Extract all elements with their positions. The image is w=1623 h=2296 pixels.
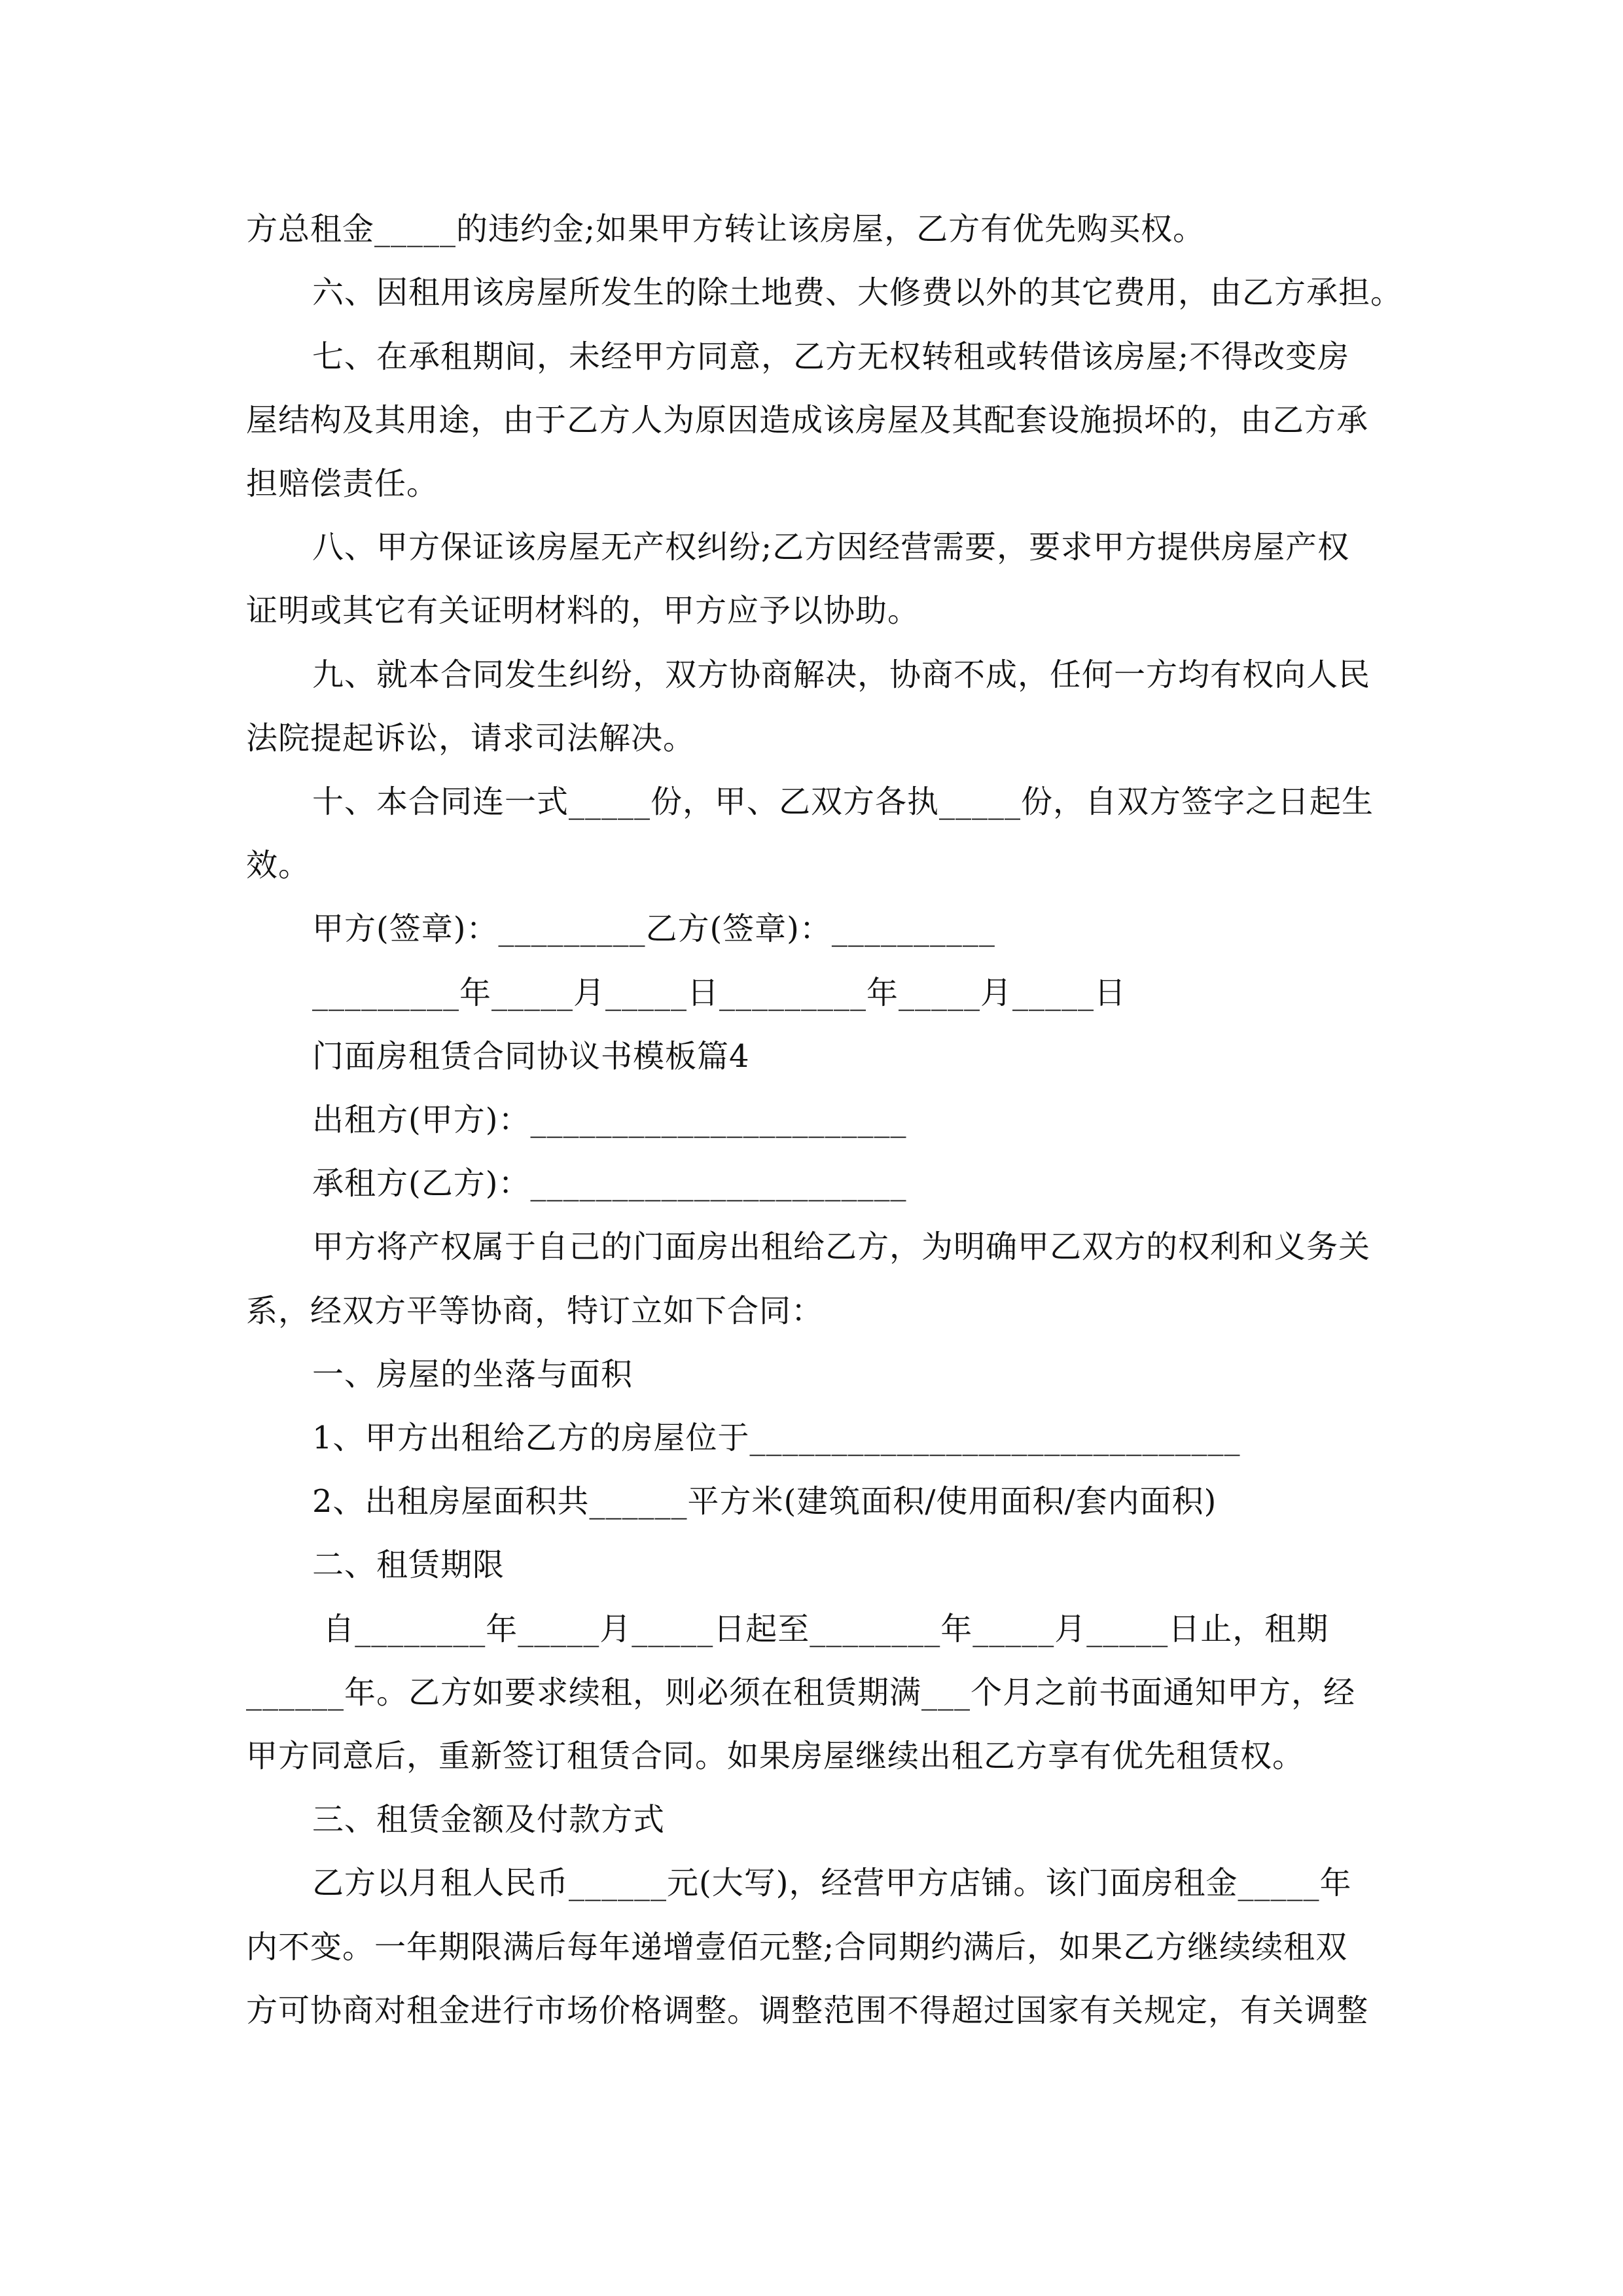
section-title: 门面房租赁合同协议书模板篇4: [312, 1038, 750, 1075]
text-line: 证明或其它有关证明材料的，甲方应予以协助。: [246, 592, 920, 629]
text-line: ______年。乙方如要求续租，则必须在租赁期满___个月之前书面通知甲方，经: [246, 1674, 1356, 1711]
clause-7: 七、在承租期间，未经甲方同意，乙方无权转租或转借该房屋;不得改变房: [312, 338, 1350, 375]
lessee-line: 承租方(乙方)：_______________________: [312, 1165, 907, 1202]
text-line: 担赔偿责任。: [246, 465, 439, 502]
item-area: 2、出租房屋面积共______平方米(建筑面积/使用面积/套内面积): [312, 1483, 1217, 1520]
heading-rent: 三、租赁金额及付款方式: [312, 1801, 666, 1838]
lessor-line: 出租方(甲方)：_______________________: [312, 1102, 907, 1138]
heading-term: 二、租赁期限: [312, 1547, 505, 1583]
text-line: 效。: [246, 847, 311, 884]
text-line: 系，经双方平等协商，特订立如下合同：: [246, 1293, 824, 1329]
text-line: 方总租金_____的违约金;如果甲方转让该房屋，乙方有优先购买权。: [246, 211, 1205, 247]
heading-location: 一、房屋的坐落与面积: [312, 1356, 633, 1393]
text-line: 法院提起诉讼，请求司法解决。: [246, 720, 696, 757]
item-location: 1、甲方出租给乙方的房屋位于______________________________: [312, 1420, 1241, 1456]
clause-9: 九、就本合同发生纠纷，双方协商解决，协商不成，任何一方均有权向人民: [312, 656, 1371, 693]
text-line: 甲方同意后，重新签订租赁合同。如果房屋继续出租乙方享有优先租赁权。: [246, 1738, 1305, 1774]
preamble: 甲方将产权属于自己的门面房出租给乙方，为明确甲乙双方的权利和义务关: [312, 1229, 1371, 1265]
clause-10: 十、本合同连一式_____份，甲、乙双方各执_____份，自双方签字之日起生: [312, 783, 1374, 820]
text-line: 屋结构及其用途，由于乙方人为原因造成该房屋及其配套设施损坏的，由乙方承: [246, 402, 1369, 439]
text-line: 内不变。一年期限满后每年递增壹佰元整;合同期约满后，如果乙方继续续租双: [246, 1929, 1348, 1965]
term-text: 自________年_____月_____日起至________年_____月_____日止，租期: [312, 1611, 1329, 1647]
text-line: 方可协商对租金进行市场价格调整。调整范围不得超过国家有关规定，有关调整: [246, 1992, 1369, 2029]
clause-6: 六、因租用该房屋所发生的除土地费、大修费以外的其它费用，由乙方承担。: [312, 274, 1403, 311]
clause-8: 八、甲方保证该房屋无产权纠纷;乙方因经营需要，要求甲方提供房屋产权: [312, 529, 1350, 565]
signature-line: 甲方(签章)：_________乙方(签章)：__________: [312, 910, 995, 947]
rent-text: 乙方以月租人民币______元(大写)，经营甲方店铺。该门面房租金_____年: [312, 1865, 1352, 1901]
date-line: _________年_____月_____日_________年_____月_____日: [312, 975, 1127, 1011]
